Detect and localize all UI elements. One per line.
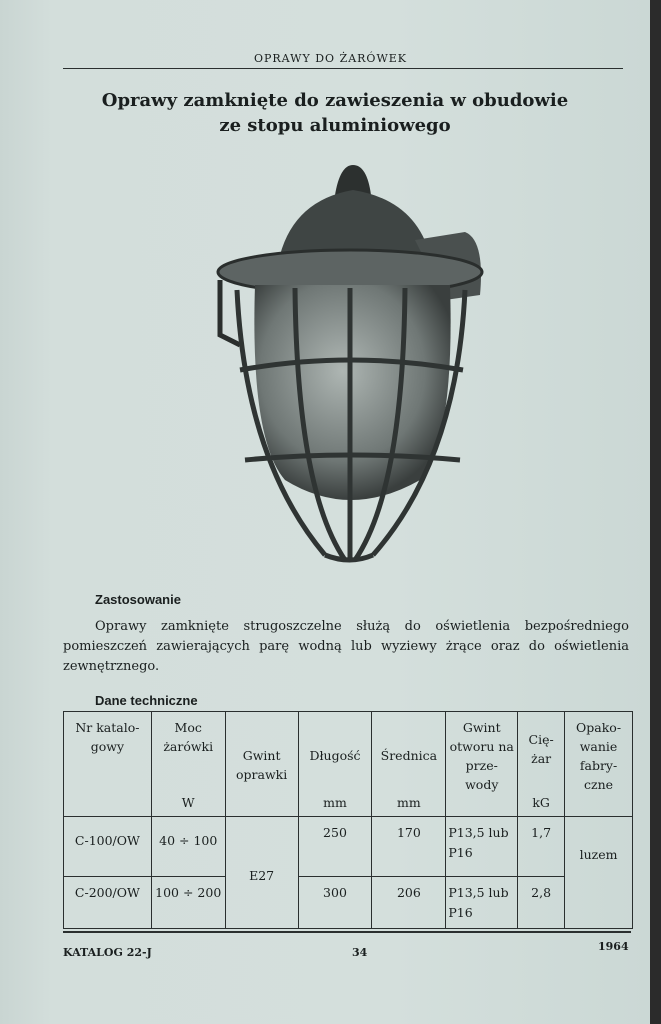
- cell-moc: 100 ÷ 200: [151, 877, 225, 929]
- heading-dane-techniczne: Dane techniczne: [95, 693, 198, 708]
- header-rule: [63, 68, 623, 69]
- page-title-line2: ze stopu aluminiowego: [219, 115, 451, 136]
- cell-gwint-otworu: P13,5 lub P16: [446, 877, 518, 929]
- table-header-row: [64, 712, 633, 817]
- page-title-line1: Oprawy zamknięte do zawieszenia w obudowie: [101, 90, 569, 111]
- cell-gwint-oprawki: E27: [225, 817, 298, 929]
- table-row: [64, 817, 633, 877]
- col-unit-moc: W: [181, 795, 195, 810]
- cell-dlugosc: 300: [298, 877, 372, 929]
- table-row: [64, 877, 633, 929]
- footer-page-number: 34: [352, 946, 368, 959]
- cell-srednica: 206: [372, 877, 446, 929]
- footer-catalog: KATALOG 22-J: [63, 946, 152, 959]
- col-header-moc: Moc żarówki W: [151, 712, 225, 817]
- col-header-gwint-otworu: Gwint otworu na prze- wody: [446, 712, 518, 817]
- cell-gwint-otworu: P13,5 lub P16: [446, 817, 518, 877]
- col-unit-ciezar: kG: [532, 795, 550, 810]
- footer-year: 1964: [598, 940, 629, 953]
- col-unit-dlugosc: mm: [323, 795, 347, 810]
- cell-ciezar: 1,7: [518, 817, 565, 877]
- cell-nr: C-100/OW: [64, 817, 152, 877]
- cell-srednica: 170: [372, 817, 446, 877]
- cell-nr: C-200/OW: [64, 877, 152, 929]
- col-header-gwint-oprawki: Gwint oprawki: [225, 712, 298, 817]
- cell-moc: 40 ÷ 100: [151, 817, 225, 877]
- col-header-srednica: Średnica mm: [372, 712, 446, 817]
- tech-table: [63, 711, 633, 929]
- col-header-opakowanie: Opako- wanie fabry- czne: [565, 712, 633, 817]
- col-header-ciezar: Cię- żar kG: [518, 712, 565, 817]
- col-unit-srednica: mm: [397, 795, 421, 810]
- cell-opakowanie: luzem: [565, 817, 633, 929]
- cell-dlugosc: 250: [298, 817, 372, 877]
- footer-rule: [63, 931, 631, 933]
- page-edge: [650, 0, 661, 1024]
- running-head: OPRAWY DO ŻARÓWEK: [253, 52, 408, 65]
- col-header-nr: Nr katalo- gowy: [64, 712, 152, 817]
- col-header-dlugosc: Długość mm: [298, 712, 372, 817]
- lamp-photo: [205, 160, 495, 570]
- zastosowanie-text: Oprawy zamknięte strugoszczelne służą do oświetlenia bezpośredniego pomieszczeń zawierających parę wodną lub wyziewy żrące oraz do oświetlenia zewnętrznego.: [63, 619, 629, 674]
- heading-zastosowanie: Zastosowanie: [95, 592, 181, 607]
- cell-ciezar: 2,8: [518, 877, 565, 929]
